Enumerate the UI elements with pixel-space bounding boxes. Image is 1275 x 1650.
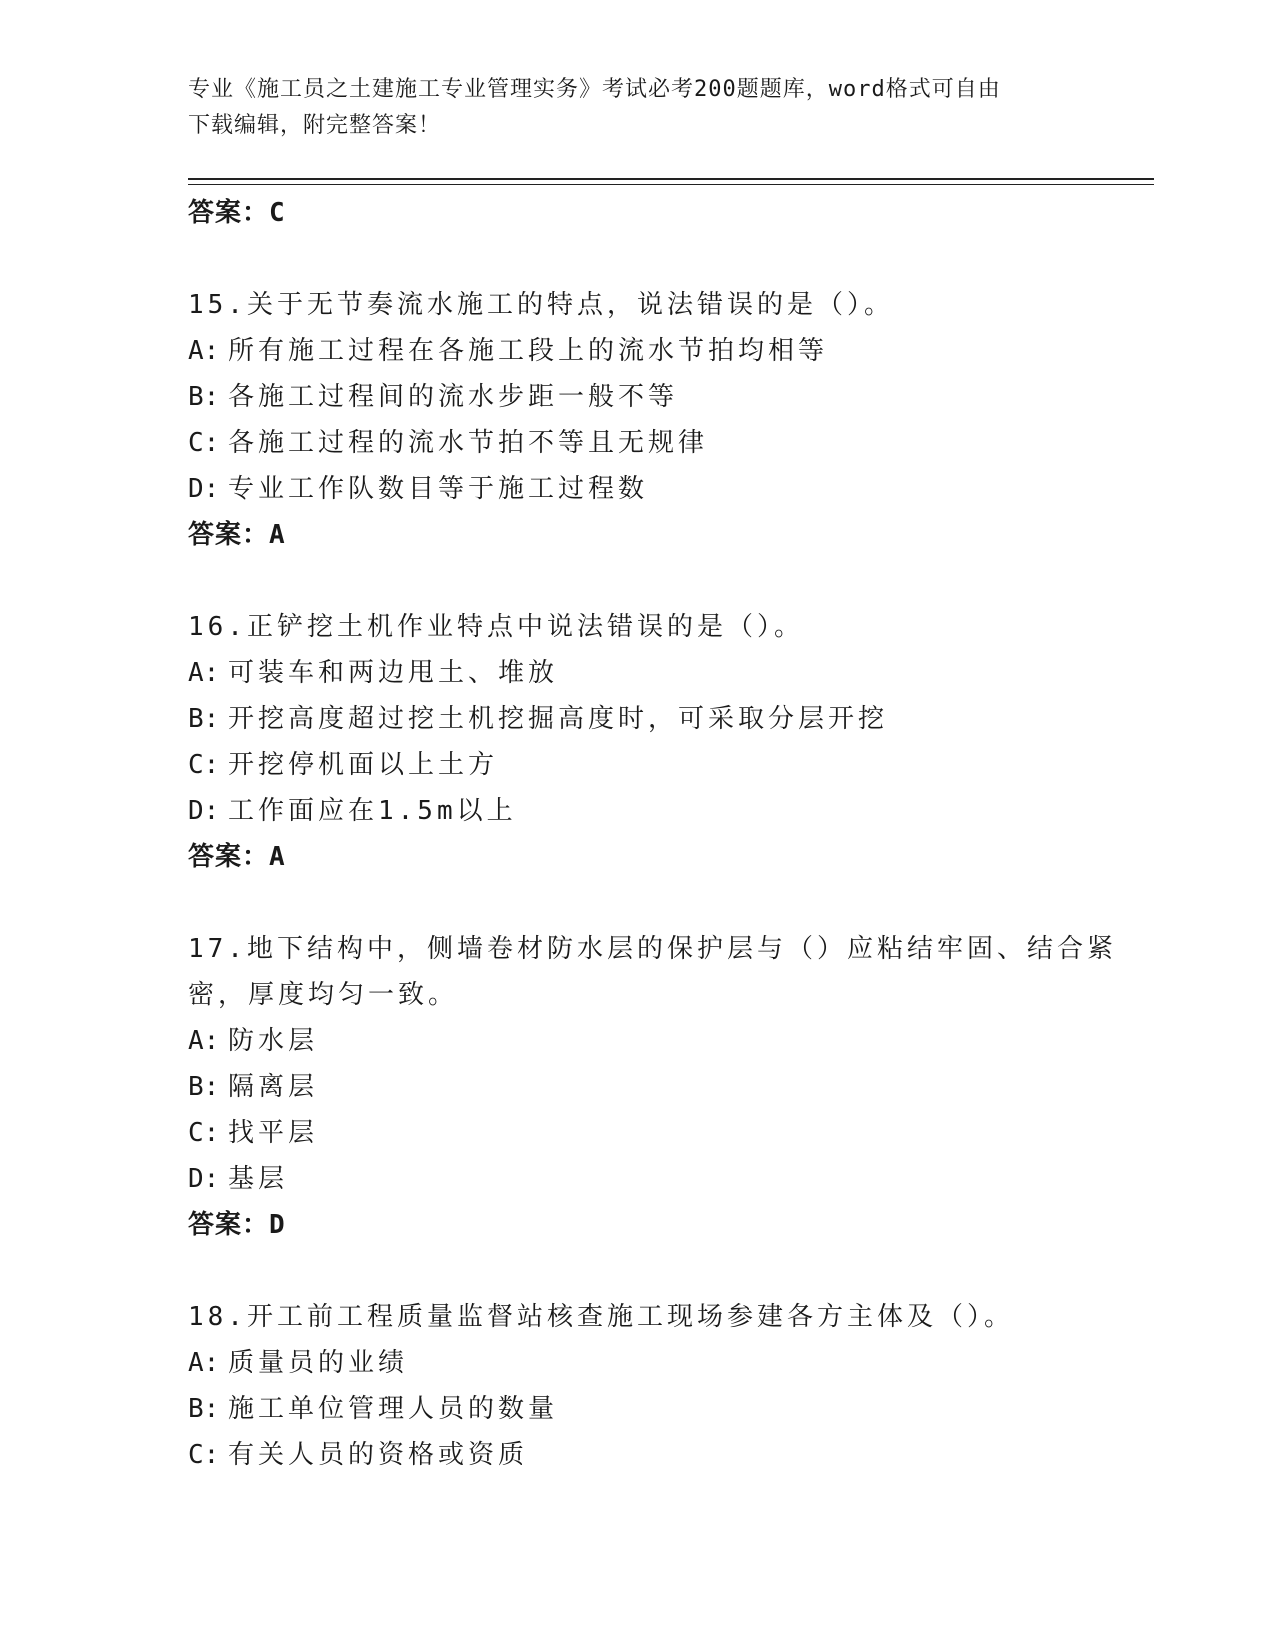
header-divider-thick xyxy=(188,178,1154,180)
option-c xyxy=(188,742,1148,788)
option-text: 各施工过程间的流水步距一般不等 xyxy=(228,382,679,412)
option-c xyxy=(188,420,1148,466)
option-text: 各施工过程的流水节拍不等且无规律 xyxy=(228,428,709,458)
option-text: 可装车和两边甩土、堆放 xyxy=(228,658,559,688)
question-18 xyxy=(188,1294,1148,1478)
option-text: 开挖高度超过挖土机挖掘高度时，可采取分层开挖 xyxy=(228,704,889,734)
option-text: 所有施工过程在各施工段上的流水节拍均相等 xyxy=(228,336,829,366)
question-text: 17.地下结构中，侧墙卷材防水层的保护层与（）应粘结牢固、结合紧 xyxy=(188,934,1117,964)
option-letter: B: xyxy=(188,382,220,412)
option-a xyxy=(188,1340,1148,1386)
option-letter: A: xyxy=(188,1348,220,1378)
option-b xyxy=(188,1064,1148,1110)
question-list xyxy=(188,188,1148,1478)
option-letter: A: xyxy=(188,658,220,688)
option-b xyxy=(188,696,1148,742)
option-text: 专业工作队数目等于施工过程数 xyxy=(228,474,649,504)
option-letter: B: xyxy=(188,1394,220,1424)
option-text: 有关人员的资格或资质 xyxy=(228,1440,529,1470)
option-text: 基层 xyxy=(228,1164,289,1194)
option-a xyxy=(188,1018,1148,1064)
question-text-continued: 密，厚度均匀一致。 xyxy=(188,980,459,1010)
option-d xyxy=(188,466,1148,512)
question-17 xyxy=(188,926,1148,1248)
option-text: 隔离层 xyxy=(228,1072,319,1102)
option-text: 质量员的业绩 xyxy=(228,1348,409,1378)
option-letter: A: xyxy=(188,1026,220,1056)
option-d xyxy=(188,1156,1148,1202)
header-divider-thin xyxy=(188,184,1154,185)
question-16 xyxy=(188,604,1148,880)
option-letter: C: xyxy=(188,750,220,780)
option-text: 工作面应在1.5m以上 xyxy=(228,796,517,826)
option-b xyxy=(188,1386,1148,1432)
question-text: 18.开工前工程质量监督站核查施工现场参建各方主体及（）。 xyxy=(188,1302,1014,1332)
answer: 答案：A xyxy=(188,842,286,872)
header-line-1: 专业《施工员之土建施工专业管理实务》考试必考200题题库，word格式可自由 xyxy=(188,77,1001,102)
option-c xyxy=(188,1110,1148,1156)
option-letter: B: xyxy=(188,1072,220,1102)
option-letter: D: xyxy=(188,474,220,504)
option-d xyxy=(188,788,1148,834)
option-b xyxy=(188,374,1148,420)
option-letter: C: xyxy=(188,1440,220,1470)
header-line-2: 下载编辑，附完整答案！ xyxy=(188,113,442,138)
option-text: 找平层 xyxy=(228,1118,319,1148)
option-letter: B: xyxy=(188,704,220,734)
option-letter: D: xyxy=(188,796,220,826)
document-header xyxy=(188,72,1088,144)
option-text: 施工单位管理人员的数量 xyxy=(228,1394,559,1424)
previous-answer: 答案：C xyxy=(188,198,286,228)
answer: 答案：D xyxy=(188,1210,286,1240)
option-letter: A: xyxy=(188,336,220,366)
option-a xyxy=(188,650,1148,696)
question-15 xyxy=(188,282,1148,558)
option-letter: C: xyxy=(188,1118,220,1148)
answer: 答案：A xyxy=(188,520,286,550)
question-text: 16.正铲挖土机作业特点中说法错误的是（）。 xyxy=(188,612,804,642)
option-text: 防水层 xyxy=(228,1026,319,1056)
option-c xyxy=(188,1432,1148,1478)
option-a xyxy=(188,328,1148,374)
option-text: 开挖停机面以上土方 xyxy=(228,750,499,780)
question-text: 15.关于无节奏流水施工的特点，说法错误的是（）。 xyxy=(188,290,894,320)
option-letter: D: xyxy=(188,1164,220,1194)
option-letter: C: xyxy=(188,428,220,458)
